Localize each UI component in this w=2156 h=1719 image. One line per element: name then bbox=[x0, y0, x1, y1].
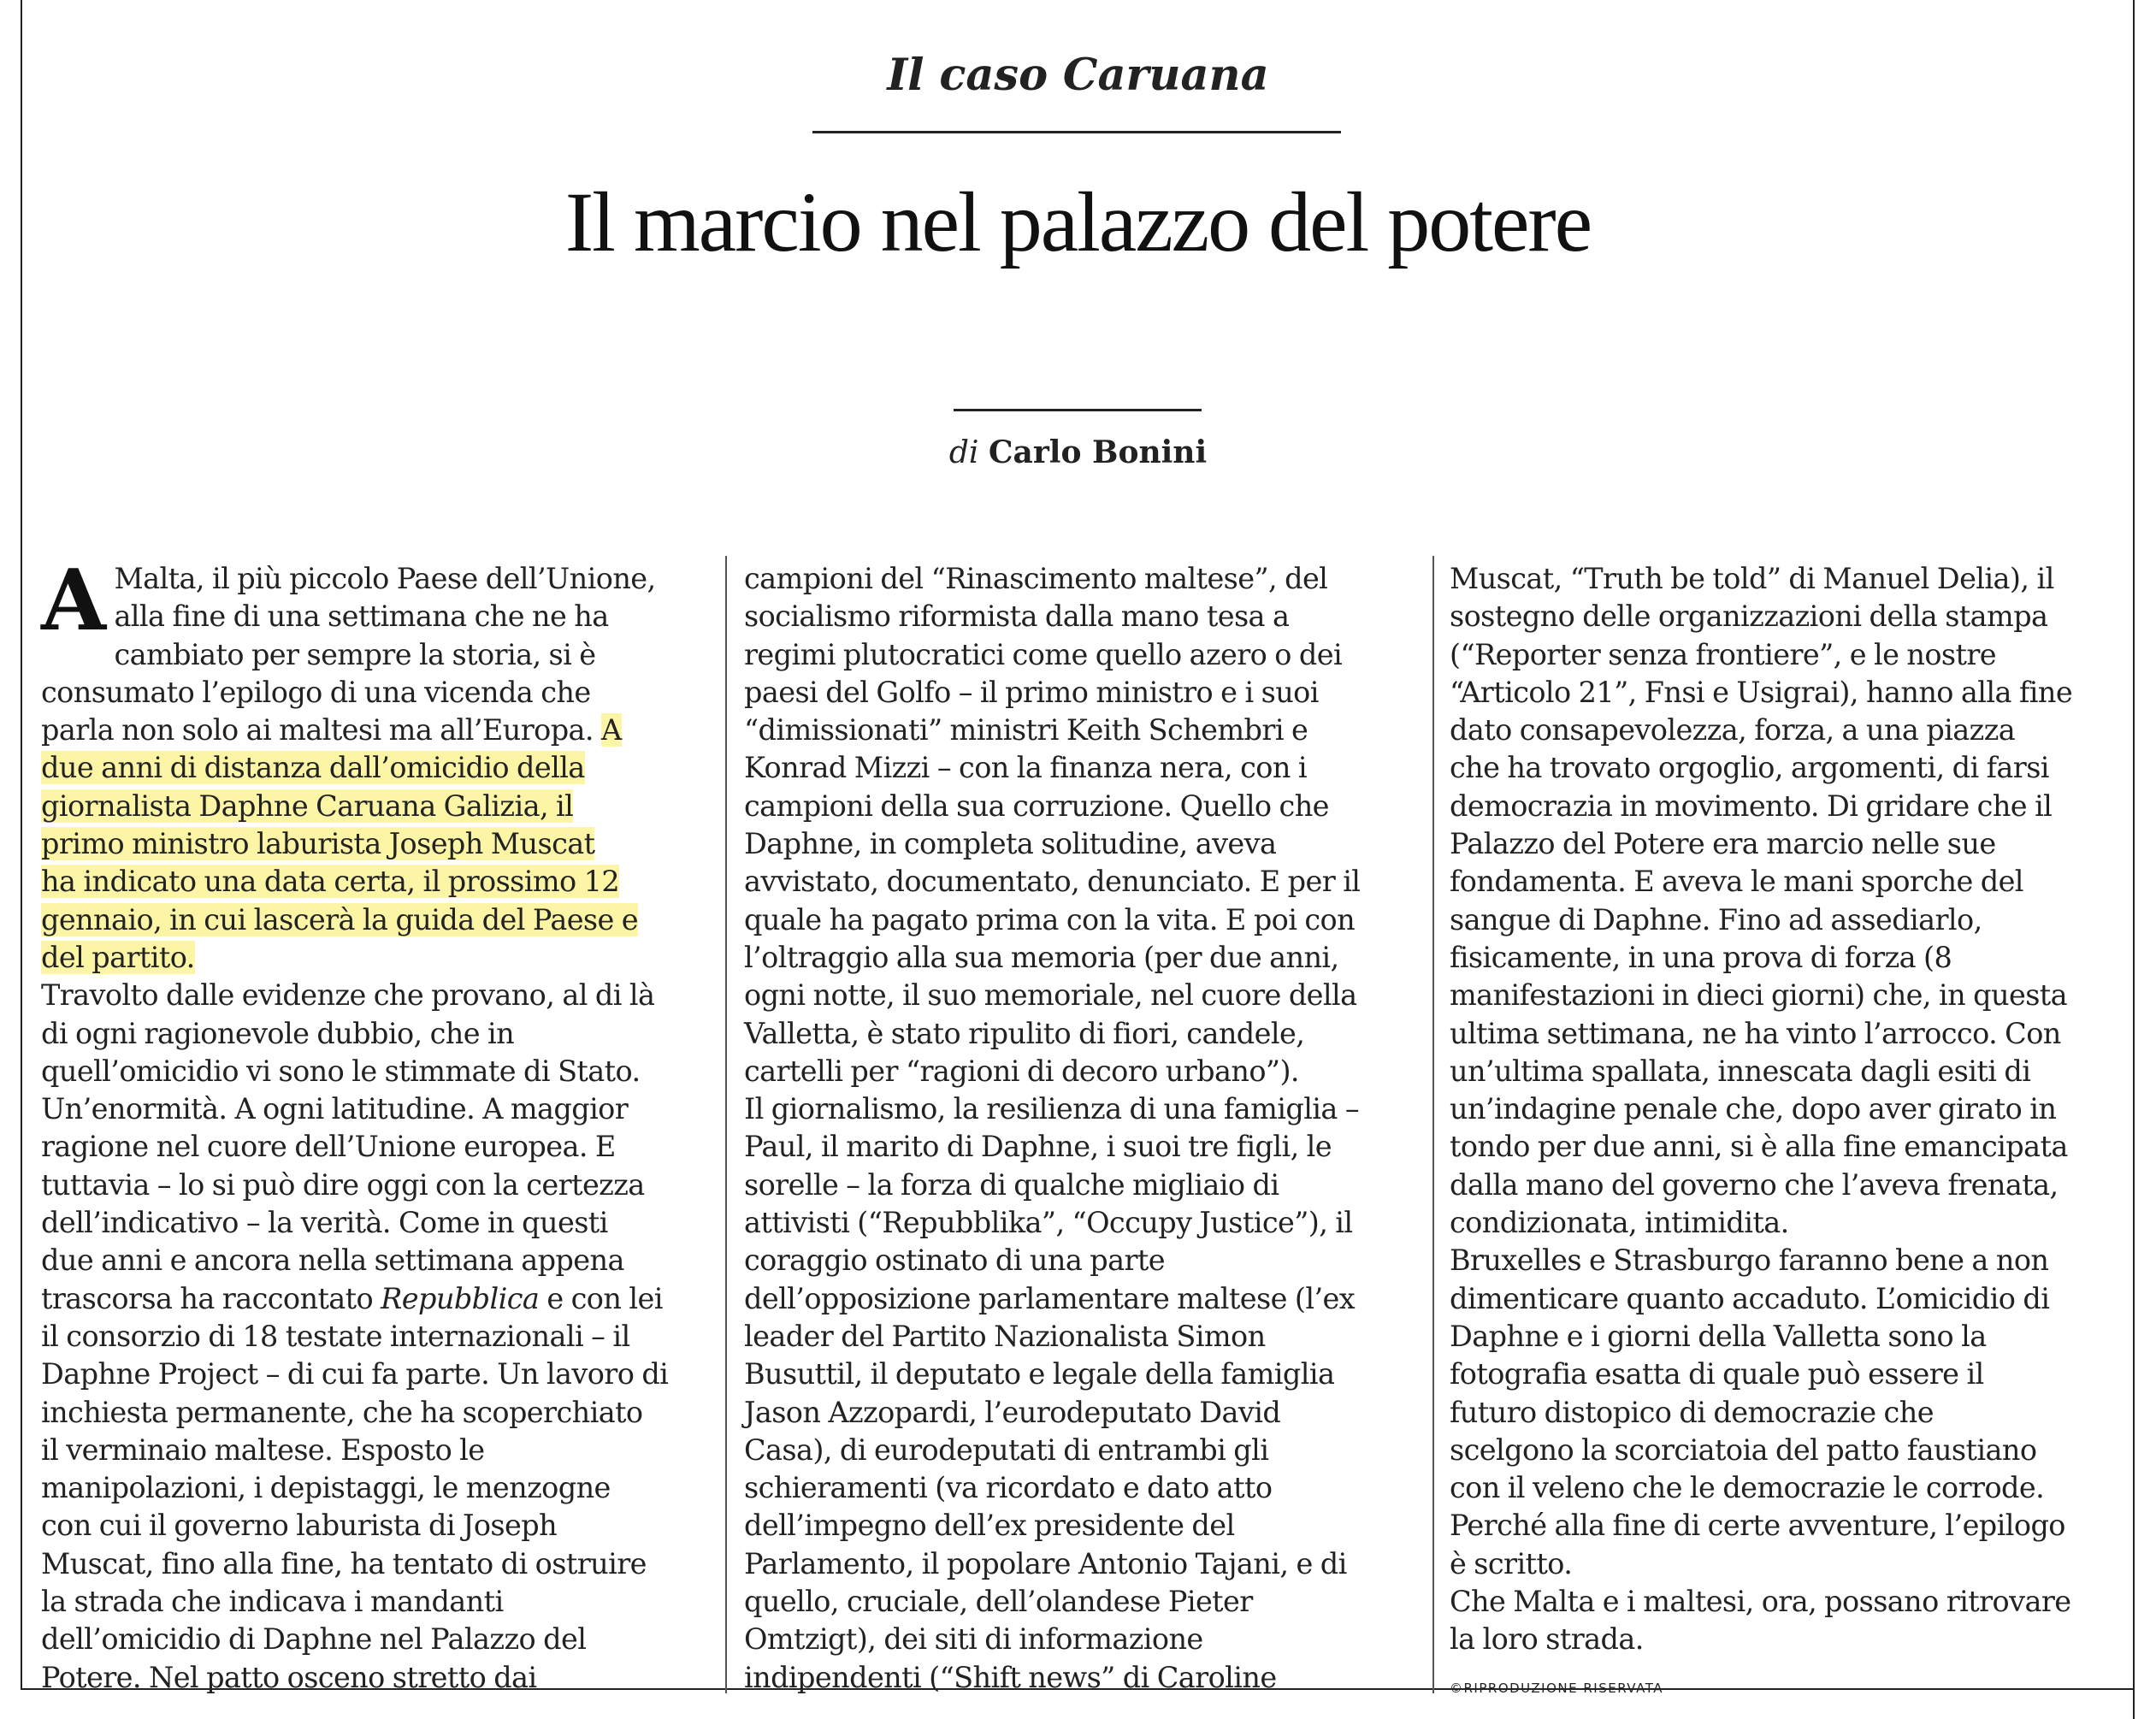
paragraph-intro bbox=[41, 552, 700, 977]
text-line: dell’opposizione parlamentare maltese (l’ex bbox=[744, 1281, 1356, 1315]
byline bbox=[0, 434, 2156, 470]
publication-name: Repubblica bbox=[381, 1281, 540, 1315]
text-line: Paul, il marito di Daphne, i suoi tre figli, le bbox=[744, 1130, 1332, 1164]
kicker-rule bbox=[812, 131, 1341, 133]
column-divider bbox=[725, 556, 727, 1693]
text-line: Casa), di eurodeputati di entrambi gli bbox=[744, 1432, 1269, 1467]
text-line: due anni e ancora nella settimana appena bbox=[41, 1243, 624, 1278]
text-line: paesi del Golfo – il primo ministro e i suoi bbox=[744, 675, 1319, 709]
highlighted-text: due anni di distanza dall’omicidio della bbox=[41, 751, 585, 785]
text-line: la strada che indicava i mandanti bbox=[41, 1585, 504, 1619]
text-line: Perché alla fine di certe avventure, l’epilogo bbox=[1450, 1509, 2065, 1543]
text-line: è scritto. bbox=[1450, 1546, 1573, 1580]
text-line bbox=[41, 788, 700, 825]
text-line: sorelle – la forza di qualche migliaio di bbox=[744, 1167, 1279, 1202]
text-line: Malta, il più piccolo Paese dell’Unione, bbox=[114, 562, 656, 595]
text-line: il verminaio maltese. Esposto le bbox=[41, 1432, 485, 1467]
text-line: Il giornalismo, la resilienza di una famiglia – bbox=[744, 1092, 1359, 1126]
text-line: quello, cruciale, dell’olandese Pieter bbox=[744, 1585, 1253, 1619]
text-line: condizionata, intimidita. bbox=[1450, 1206, 1789, 1240]
text-line bbox=[41, 939, 700, 977]
article-column-2 bbox=[744, 560, 1420, 1697]
drop-cap: A bbox=[41, 552, 106, 650]
text-line: cambiato per sempre la storia, si è bbox=[114, 637, 596, 671]
text-line: “dimissionati” ministri Keith Schembri e bbox=[744, 713, 1308, 747]
text-line: Daphne Project – di cui fa parte. Un lavoro di bbox=[41, 1357, 669, 1391]
text-line: Parlamento, il popolare Antonio Tajani, e di bbox=[744, 1546, 1347, 1580]
text-line: avvistato, documentato, denunciato. E per il bbox=[744, 865, 1361, 899]
text-line: fotografia esatta di quale può essere il bbox=[1450, 1357, 1984, 1391]
byline-prefix: di bbox=[948, 435, 979, 470]
copyright-notice: ©RIPRODUZIONE RISERVATA bbox=[1450, 1681, 1663, 1696]
text-line: dalla mano del governo che l’aveva frenata, bbox=[1450, 1167, 2059, 1202]
text-line: sangue di Daphne. Fino ad assediarlo, bbox=[1450, 902, 1982, 936]
text-line: dato consapevolezza, forza, a una piazza bbox=[1450, 713, 2016, 747]
text-line: un’ultima spallata, innescata dagli esiti di bbox=[1450, 1054, 2031, 1088]
text-line: ragione nel cuore dell’Unione europea. E bbox=[41, 1130, 616, 1164]
text-line: Un’enormità. A ogni latitudine. A maggior bbox=[41, 1092, 629, 1126]
byline-rule bbox=[954, 409, 1202, 411]
text-line: scelgono la scorciatoia del patto faustiano bbox=[1450, 1432, 2037, 1467]
text-line: Valletta, è stato ripulito di fiori, candele, bbox=[744, 1016, 1305, 1050]
text-line: dimenticare quanto accaduto. L’omicidio di bbox=[1450, 1281, 2050, 1315]
text-line: coraggio ostinato di una parte bbox=[744, 1243, 1165, 1278]
text-line: ogni notte, il suo memoriale, nel cuore della bbox=[744, 978, 1357, 1013]
text-line: Che Malta e i maltesi, ora, possano ritrovare bbox=[1450, 1585, 2071, 1619]
text-line: Daphne e i giorni della Valletta sono la bbox=[1450, 1319, 1987, 1353]
text-line: democrazia in movimento. Di gridare che il bbox=[1450, 789, 2053, 823]
text-line: la loro strada. bbox=[1450, 1622, 1644, 1657]
text-line bbox=[41, 825, 700, 863]
text-line: futuro distopico di democrazie che bbox=[1450, 1395, 1934, 1429]
text-line: fondamenta. E aveva le mani sporche del bbox=[1450, 865, 2023, 899]
text-line: sostegno delle organizzazioni della stampa bbox=[1450, 600, 2048, 634]
text-line: dell’impegno dell’ex presidente del bbox=[744, 1509, 1235, 1543]
text-line: Bruxelles e Strasburgo faranno bene a non bbox=[1450, 1243, 2049, 1278]
headline: Il marcio nel palazzo del potere bbox=[564, 174, 1592, 269]
text-line: tuttavia – lo si può dire oggi con la certezza bbox=[41, 1167, 645, 1202]
text-line: socialismo riformista dalla mano tesa a bbox=[744, 600, 1290, 634]
text-line: Konrad Mizzi – con la finanza nera, con i bbox=[744, 751, 1307, 785]
text-line: (“Reporter senza frontiere”, e le nostre bbox=[1450, 637, 1997, 671]
text-line: campioni della sua corruzione. Quello che bbox=[744, 789, 1329, 823]
text-line: fisicamente, in una prova di forza (8 bbox=[1450, 940, 1952, 974]
text-line: schieramenti (va ricordato e dato atto bbox=[744, 1471, 1273, 1505]
text-line: Daphne, in completa solitudine, aveva bbox=[744, 827, 1277, 861]
text-line: ultima settimana, ne ha vinto l’arrocco. Con bbox=[1450, 1016, 2061, 1050]
text-line: consumato l’epilogo di una vicenda che bbox=[41, 675, 591, 709]
text-line: di ogni ragionevole dubbio, che in bbox=[41, 1016, 515, 1050]
text-line: alla fine di una settimana che ne ha bbox=[114, 600, 609, 634]
highlighted-text: gennaio, in cui lascerà la guida del Paese e bbox=[41, 902, 639, 936]
article-column-1 bbox=[41, 552, 700, 1697]
text-line: Palazzo del Potere era marcio nelle sue bbox=[1450, 827, 1996, 861]
text-line bbox=[41, 863, 700, 901]
text-line: Potere. Nel patto osceno stretto dai bbox=[41, 1660, 537, 1694]
text-line: con il veleno che le democrazie le corrode. bbox=[1450, 1471, 2045, 1505]
text-line: che ha trovato orgoglio, argomenti, di farsi bbox=[1450, 751, 2049, 785]
byline-author: Carlo Bonini bbox=[988, 434, 1208, 470]
highlighted-text: ha indicato una data certa, il prossimo 12 bbox=[41, 865, 620, 899]
text-line bbox=[41, 901, 700, 939]
text-line bbox=[41, 749, 700, 787]
text-line: dell’indicativo – la verità. Come in questi bbox=[41, 1206, 608, 1240]
text-line: Omtzigt), dei siti di informazione bbox=[744, 1622, 1203, 1657]
text-line: tondo per due anni, si è alla fine emancipata bbox=[1450, 1130, 2068, 1164]
text-line: manifestazioni in dieci giorni) che, in questa bbox=[1450, 978, 2068, 1013]
highlighted-text: A bbox=[601, 713, 622, 747]
text-line: “Articolo 21”, Fnsi e Usigrai), hanno alla fine bbox=[1450, 675, 2073, 709]
text-line: regimi plutocratici come quello azero o dei bbox=[744, 637, 1343, 671]
text-line: Busuttil, il deputato e legale della famiglia bbox=[744, 1357, 1335, 1391]
text-line: Muscat, fino alla fine, ha tentato di ostruire bbox=[41, 1546, 647, 1580]
kicker: Il caso Caruana bbox=[887, 50, 1269, 101]
highlighted-text: del partito. bbox=[41, 940, 195, 974]
text-line: manipolazioni, i depistaggi, le menzogne bbox=[41, 1471, 611, 1505]
text-line: Muscat, “Truth be told” di Manuel Delia), il bbox=[1450, 562, 2054, 595]
text-line: un’indagine penale che, dopo aver girato in bbox=[1450, 1092, 2057, 1126]
text-line: l’oltraggio alla sua memoria (per due anni, bbox=[744, 940, 1339, 974]
column-divider bbox=[1432, 556, 1434, 1693]
text-line: dell’omicidio di Daphne nel Palazzo del bbox=[41, 1622, 587, 1657]
text-line: parla non solo ai maltesi ma all’Europa. A bbox=[41, 713, 622, 747]
text-line: campioni del “Rinascimento maltese”, del bbox=[744, 562, 1328, 595]
paragraph-body bbox=[41, 977, 700, 1279]
text-line: leader del Partito Nazionalista Simon bbox=[744, 1319, 1266, 1353]
text-line: cartelli per “ragioni di decoro urbano”). bbox=[744, 1054, 1299, 1088]
text-line: Travolto dalle evidenze che provano, al di là bbox=[41, 978, 655, 1013]
text-line: quell’omicidio vi sono le stimmate di Stato. bbox=[41, 1054, 641, 1088]
text-line: con cui il governo laburista di Joseph bbox=[41, 1509, 558, 1543]
paragraph-body bbox=[41, 1318, 700, 1697]
text-line: il consorzio di 18 testate internazionali – il bbox=[41, 1319, 630, 1353]
text-line: indipendenti (“Shift news” di Caroline bbox=[744, 1660, 1277, 1694]
highlighted-text: primo ministro laburista Joseph Muscat bbox=[41, 827, 595, 861]
text-line: attivisti (“Repubblika”, “Occupy Justice”), il bbox=[744, 1206, 1353, 1240]
text-line: inchiesta permanente, che ha scoperchiato bbox=[41, 1395, 643, 1429]
text-line: quale ha pagato prima con la vita. E poi con bbox=[744, 902, 1356, 936]
highlighted-text: giornalista Daphne Caruana Galizia, il bbox=[41, 789, 574, 823]
text-line: trascorsa ha raccontato Repubblica e con lei bbox=[41, 1281, 663, 1315]
article-column-3 bbox=[1450, 560, 2117, 1659]
text-line: Jason Azzopardi, l’eurodeputato David bbox=[744, 1395, 1281, 1429]
